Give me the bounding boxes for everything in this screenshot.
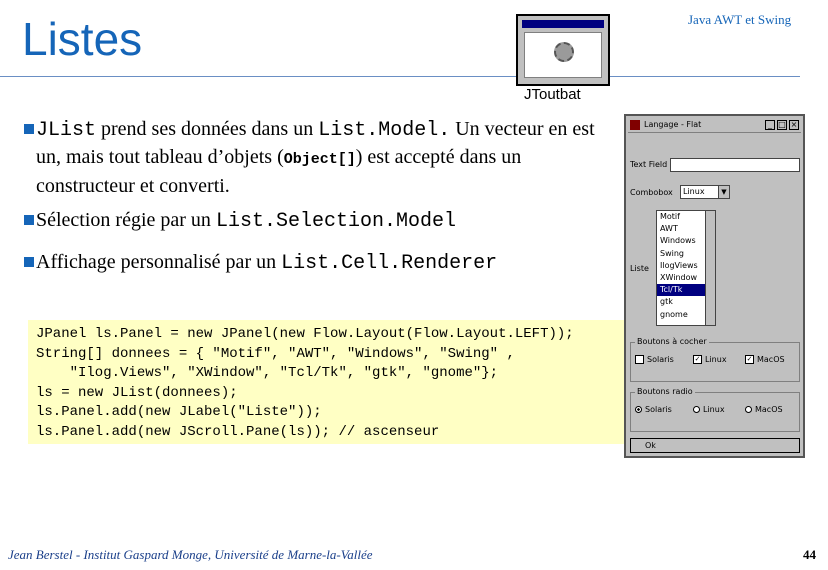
text-field[interactable]: [670, 158, 800, 172]
icon-titlebar: [522, 20, 604, 28]
maximize-button[interactable]: □: [778, 120, 786, 129]
code-line: JPanel ls.Panel = new JPanel(new Flow.Layout(Flow.Layout.LEFT));: [36, 326, 574, 342]
list-item[interactable]: AWT: [660, 224, 678, 234]
radio-solaris[interactable]: [635, 405, 672, 414]
combobox-value: Linux: [683, 187, 705, 196]
bullet-selection: [36, 207, 456, 235]
checkbox-label: Solaris: [647, 355, 674, 364]
bullet-code: Object[]: [283, 151, 356, 168]
bullet-code: List.Selection.Model: [215, 210, 456, 233]
checkbox-label: MacOS: [757, 355, 785, 364]
radio-label: Solaris: [645, 405, 672, 414]
window-titlebar: [628, 118, 801, 133]
bullet-text: Sélection régie par un: [36, 209, 216, 231]
checkbox-box[interactable]: [635, 355, 644, 364]
radio-group-title: Boutons radio: [637, 387, 693, 396]
code-line: String[] donnees = { "Motif", "AWT", "Windows", "Swing" ,: [36, 345, 515, 362]
list-item[interactable]: gnome: [660, 309, 688, 319]
minimize-button[interactable]: _: [765, 120, 775, 130]
radio-macos[interactable]: [745, 405, 783, 414]
checkbox-macos[interactable]: [745, 355, 785, 364]
bullet-code: JList: [36, 119, 97, 142]
gear-icon: [554, 42, 574, 62]
list-scrollbar[interactable]: [705, 211, 715, 325]
bullet-text: Un vecteur en est un, mais tout tableau d’objets (: [36, 118, 595, 168]
radio-button[interactable]: [745, 406, 752, 413]
textfield-label: Text Field: [630, 160, 668, 169]
slide-title: Listes: [22, 13, 143, 65]
radio-button[interactable]: [635, 406, 642, 413]
bullet-square-icon: [24, 124, 34, 134]
combobox-label: Combobox: [630, 188, 673, 197]
jtoutbat-icon: [516, 14, 610, 86]
list-item[interactable]: XWindow: [660, 272, 698, 282]
list-item[interactable]: Windows: [660, 236, 696, 246]
list-item[interactable]: Swing: [660, 248, 684, 258]
radio-group: [630, 387, 800, 432]
checkbox-box[interactable]: ✓: [694, 355, 701, 363]
checkbox-group: [630, 337, 800, 382]
window-title: Langage - Flat: [644, 120, 702, 129]
header-right-text: Java AWT et Swing: [688, 12, 792, 27]
code-block: [28, 320, 642, 444]
bullet-text: prend ses données dans un: [96, 118, 319, 140]
code-line: ls.Panel.add(new JScroll.Pane(ls)); // ascenseur: [36, 423, 440, 440]
bullet-code: List.Model.: [318, 119, 451, 142]
checkbox-group-title: Boutons à cocher: [637, 337, 707, 346]
bullet-jlist: [36, 116, 596, 200]
chevron-down-icon[interactable]: ▼: [718, 186, 729, 198]
code-line: "Ilog.Views", "XWindow", "Tcl/Tk", "gtk", "gnome"};: [36, 365, 499, 381]
list-item[interactable]: IlogViews: [660, 260, 698, 270]
checkbox-box[interactable]: ✓: [746, 355, 753, 363]
code-line: ls = new JList(donnees);: [36, 384, 238, 401]
radio-label: MacOS: [755, 405, 783, 414]
checkbox-linux[interactable]: [693, 355, 727, 364]
bullet-renderer: [36, 249, 497, 277]
page-number: 44: [803, 547, 816, 562]
ok-button[interactable]: Ok: [630, 438, 800, 453]
bullet-code: List.Cell.Renderer: [281, 252, 498, 275]
list-item-selected[interactable]: Tcl/Tk: [657, 284, 715, 296]
radio-linux[interactable]: [693, 405, 725, 414]
header-divider: [0, 76, 800, 77]
checkbox-solaris[interactable]: [635, 355, 674, 364]
code-line: ls.Panel.add(new JLabel("Liste"));: [36, 404, 322, 420]
list-item[interactable]: gtk: [660, 297, 673, 307]
list-label: Liste: [630, 264, 649, 273]
bullet-text: Affichage personnalisé par un: [36, 251, 282, 273]
jlist[interactable]: [656, 210, 716, 326]
list-item[interactable]: Motif: [660, 212, 680, 221]
bullet-square-icon: [24, 215, 34, 225]
checkbox-label: Linux: [705, 355, 727, 364]
combobox[interactable]: [680, 185, 730, 199]
swing-window: [624, 114, 805, 458]
radio-label: Linux: [703, 405, 725, 414]
bullet-text: ) est accepté dans un constructeur et converti.: [36, 146, 522, 197]
radio-button[interactable]: [693, 406, 700, 413]
close-button[interactable]: ×: [790, 120, 798, 129]
icon-label: JToutbat: [524, 86, 581, 103]
bullet-square-icon: [24, 257, 34, 267]
app-icon: [630, 120, 640, 130]
footer-credit: Jean Berstel - Institut Gaspard Monge, Université de Marne-la-Vallée: [8, 547, 373, 562]
